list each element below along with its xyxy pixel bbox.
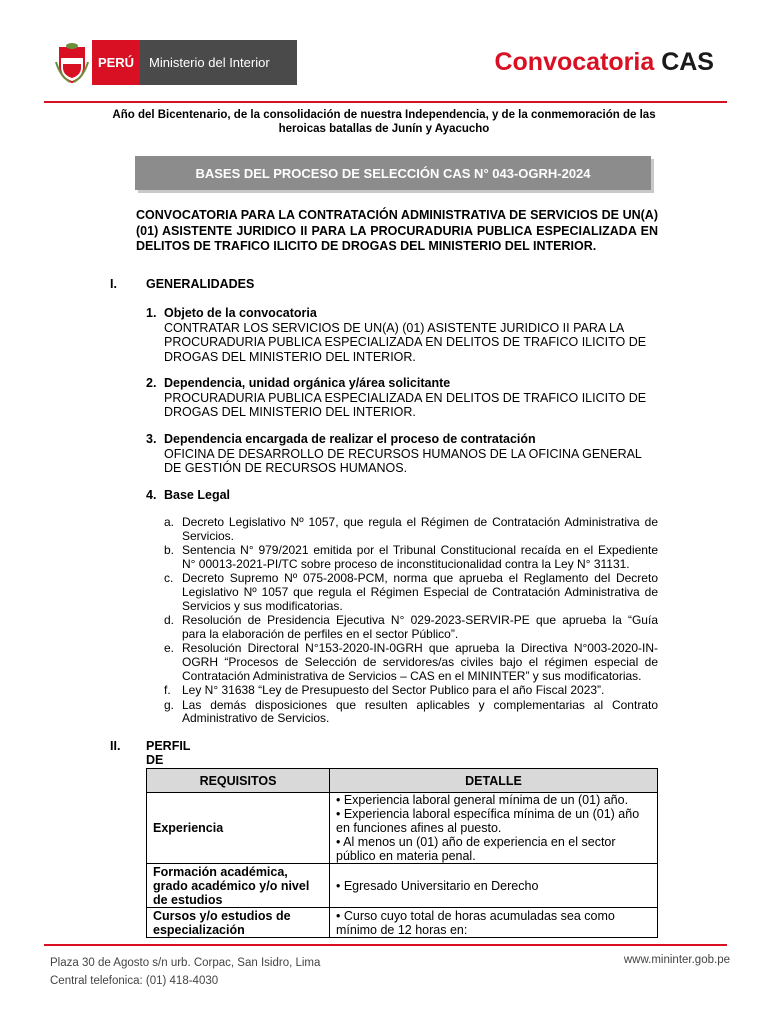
page-header xyxy=(0,0,768,104)
table-row xyxy=(147,864,658,908)
list-item xyxy=(146,376,658,420)
row-label: Cursos y/o estudios de especialización xyxy=(147,908,330,938)
list-item xyxy=(146,488,658,503)
detail-item: • Experiencia laboral general mínima de un (01) año. xyxy=(336,793,629,807)
year-slogan: Año del Bicentenario, de la consolidación de nuestra Independencia, y de la conmemoración de las heroicas batallas de Junín y Ayacucho xyxy=(112,109,656,135)
table-row xyxy=(147,793,658,864)
coat-of-arms-icon xyxy=(52,40,92,85)
item-body: OFICINA DE DESARROLLO DE RECURSOS HUMANOS DE LA OFICINA GENERAL DE GESTIÓN DE RECURSOS HUMANOS. xyxy=(164,446,642,475)
row-label: Formación académica, grado académico y/o nivel de estudios xyxy=(147,864,330,908)
item-letter: a. xyxy=(164,515,175,529)
list-item xyxy=(164,684,658,698)
footer-divider xyxy=(44,944,727,946)
item-letter: b. xyxy=(164,543,175,558)
item-text: Ley N° 31638 “Ley de Presupuesto del Sector Publico para el año Fiscal 2023”. xyxy=(182,683,605,698)
row-detail xyxy=(330,908,658,938)
list-item xyxy=(146,306,658,364)
legal-basis-list xyxy=(164,516,658,727)
row-detail xyxy=(330,793,658,864)
section-2-title: PERFIL DE xyxy=(146,739,191,767)
item-title: Base Legal xyxy=(164,488,231,502)
row-detail xyxy=(330,864,658,908)
ministry-label: Ministerio del Interior xyxy=(140,40,297,85)
item-title: Objeto de la convocatoria xyxy=(164,306,317,320)
requirements-table xyxy=(146,768,658,938)
item-number: 4. xyxy=(146,488,157,502)
intro-paragraph: CONVOCATORIA PARA LA CONTRATACIÓN ADMINISTRATIVA DE SERVICIOS DE UN(A) (01) ASISTENTE JURIDICO II PARA LA PROCURADURIA PUBLICA ESPECIALIZADA EN DELITOS DE TRAFICO ILICITO DE DROGAS DEL MINISTERIO DEL INTERIOR. xyxy=(136,208,658,253)
bases-title: BASES DEL PROCESO DE SELECCIÓN CAS N° 043-OGRH-2024 xyxy=(195,165,591,181)
convocatoria-title xyxy=(494,48,714,77)
item-text: Resolución Directoral N°153-2020-IN-0GRH que aprueba la Directiva N°003-2020-IN-OGRH “Procesos de Selección de servidores/as civiles bajo el régimen especial de Contratación Administrativa de Servicios – CAS en el MININTER” y sus modificatorias. xyxy=(182,641,658,683)
item-text: Las demás disposiciones que resulten aplicables y complementarias al Contrato Administrativo de Servicios. xyxy=(182,697,658,726)
header-requisitos: REQUISITOS xyxy=(147,769,330,793)
detail-item: • Curso cuyo total de horas acumuladas sea como mínimo de 12 horas en: xyxy=(336,908,615,937)
item-number: 3. xyxy=(146,432,157,446)
item-title: Dependencia, unidad orgánica y/área solicitante xyxy=(164,376,451,390)
item-letter: c. xyxy=(164,571,174,586)
item-number: 2. xyxy=(146,376,157,390)
bases-title-box xyxy=(135,156,651,190)
item-text: Decreto Legislativo Nº 1057, que regula el Régimen de Contratación Administrativa de Servicios. xyxy=(182,515,658,543)
header-divider xyxy=(44,101,727,103)
list-item xyxy=(164,614,658,641)
footer-website[interactable]: www.mininter.gob.pe xyxy=(623,954,730,966)
table-row xyxy=(147,908,658,938)
list-item xyxy=(164,544,658,571)
list-item xyxy=(164,699,658,726)
list-item xyxy=(164,516,658,543)
row-label: Experiencia xyxy=(147,793,330,864)
section-1-title: GENERALIDADES xyxy=(146,277,255,291)
item-body: PROCURADURIA PUBLICA ESPECIALIZADA EN DELITOS DE TRAFICO ILICITO DE DROGAS DEL MINISTERIO DEL INTERIOR. xyxy=(164,390,647,419)
item-text: Resolución de Presidencia Ejecutiva N° 029-2023-SERVIR-PE que aprueba la “Guía para la elaboración de perfiles en el sector Público”. xyxy=(182,613,658,641)
table-header-row xyxy=(147,769,658,793)
detail-item: • Experiencia laboral específica mínima de un (01) año en funciones afines al puesto. xyxy=(336,807,640,835)
list-item xyxy=(146,432,658,476)
section-1-number: I. xyxy=(110,277,117,291)
item-letter: d. xyxy=(164,613,175,628)
detail-item: • Al menos un (01) año de experiencia en el sector público en materia penal. xyxy=(336,835,616,863)
page-footer xyxy=(0,944,768,1024)
peru-label: PERÚ xyxy=(92,40,140,85)
item-letter: f. xyxy=(164,683,171,698)
item-body: CONTRATAR LOS SERVICIOS DE UN(A) (01) ASISTENTE JURIDICO II PARA LA PROCURADURIA PUBLICA ESPECIALIZADA EN DELITOS DE TRAFICO ILICITO DE DROGAS DEL MINISTERIO DEL INTERIOR. xyxy=(164,320,647,364)
footer-phone: Central telefonica: (01) 418-4030 xyxy=(50,975,219,987)
item-letter: g. xyxy=(164,697,175,712)
footer-address: Plaza 30 de Agosto s/n urb. Corpac, San Isidro, Lima xyxy=(50,957,321,969)
section-2-number: II. xyxy=(110,739,121,753)
item-title: Dependencia encargada de realizar el proceso de contratación xyxy=(164,432,536,446)
title-cas: CAS xyxy=(661,48,714,76)
header-detalle: DETALLE xyxy=(330,769,658,793)
detail-item: • Egresado Universitario en Derecho xyxy=(336,878,539,893)
item-text: Sentencia N° 979/2021 emitida por el Tribunal Constitucional recaída en el Expediente N° 00013-2021-PI/TC sobre proceso de inconstitucionalidad contra la Ley N° 31131. xyxy=(182,543,658,571)
item-text: Decreto Supremo Nº 075-2008-PCM, norma que aprueba el Reglamento del Decreto Legislativo Nº 1057 que regula el Régimen Especial de Contratación Administrativa de Servicios y sus modificatorias. xyxy=(182,571,658,613)
ministry-logo xyxy=(52,40,297,85)
item-number: 1. xyxy=(146,306,157,320)
title-main: Convocatoria xyxy=(494,48,655,76)
list-item xyxy=(164,642,658,683)
item-letter: e. xyxy=(164,641,175,656)
footer-contact xyxy=(50,954,320,990)
list-item xyxy=(164,572,658,613)
